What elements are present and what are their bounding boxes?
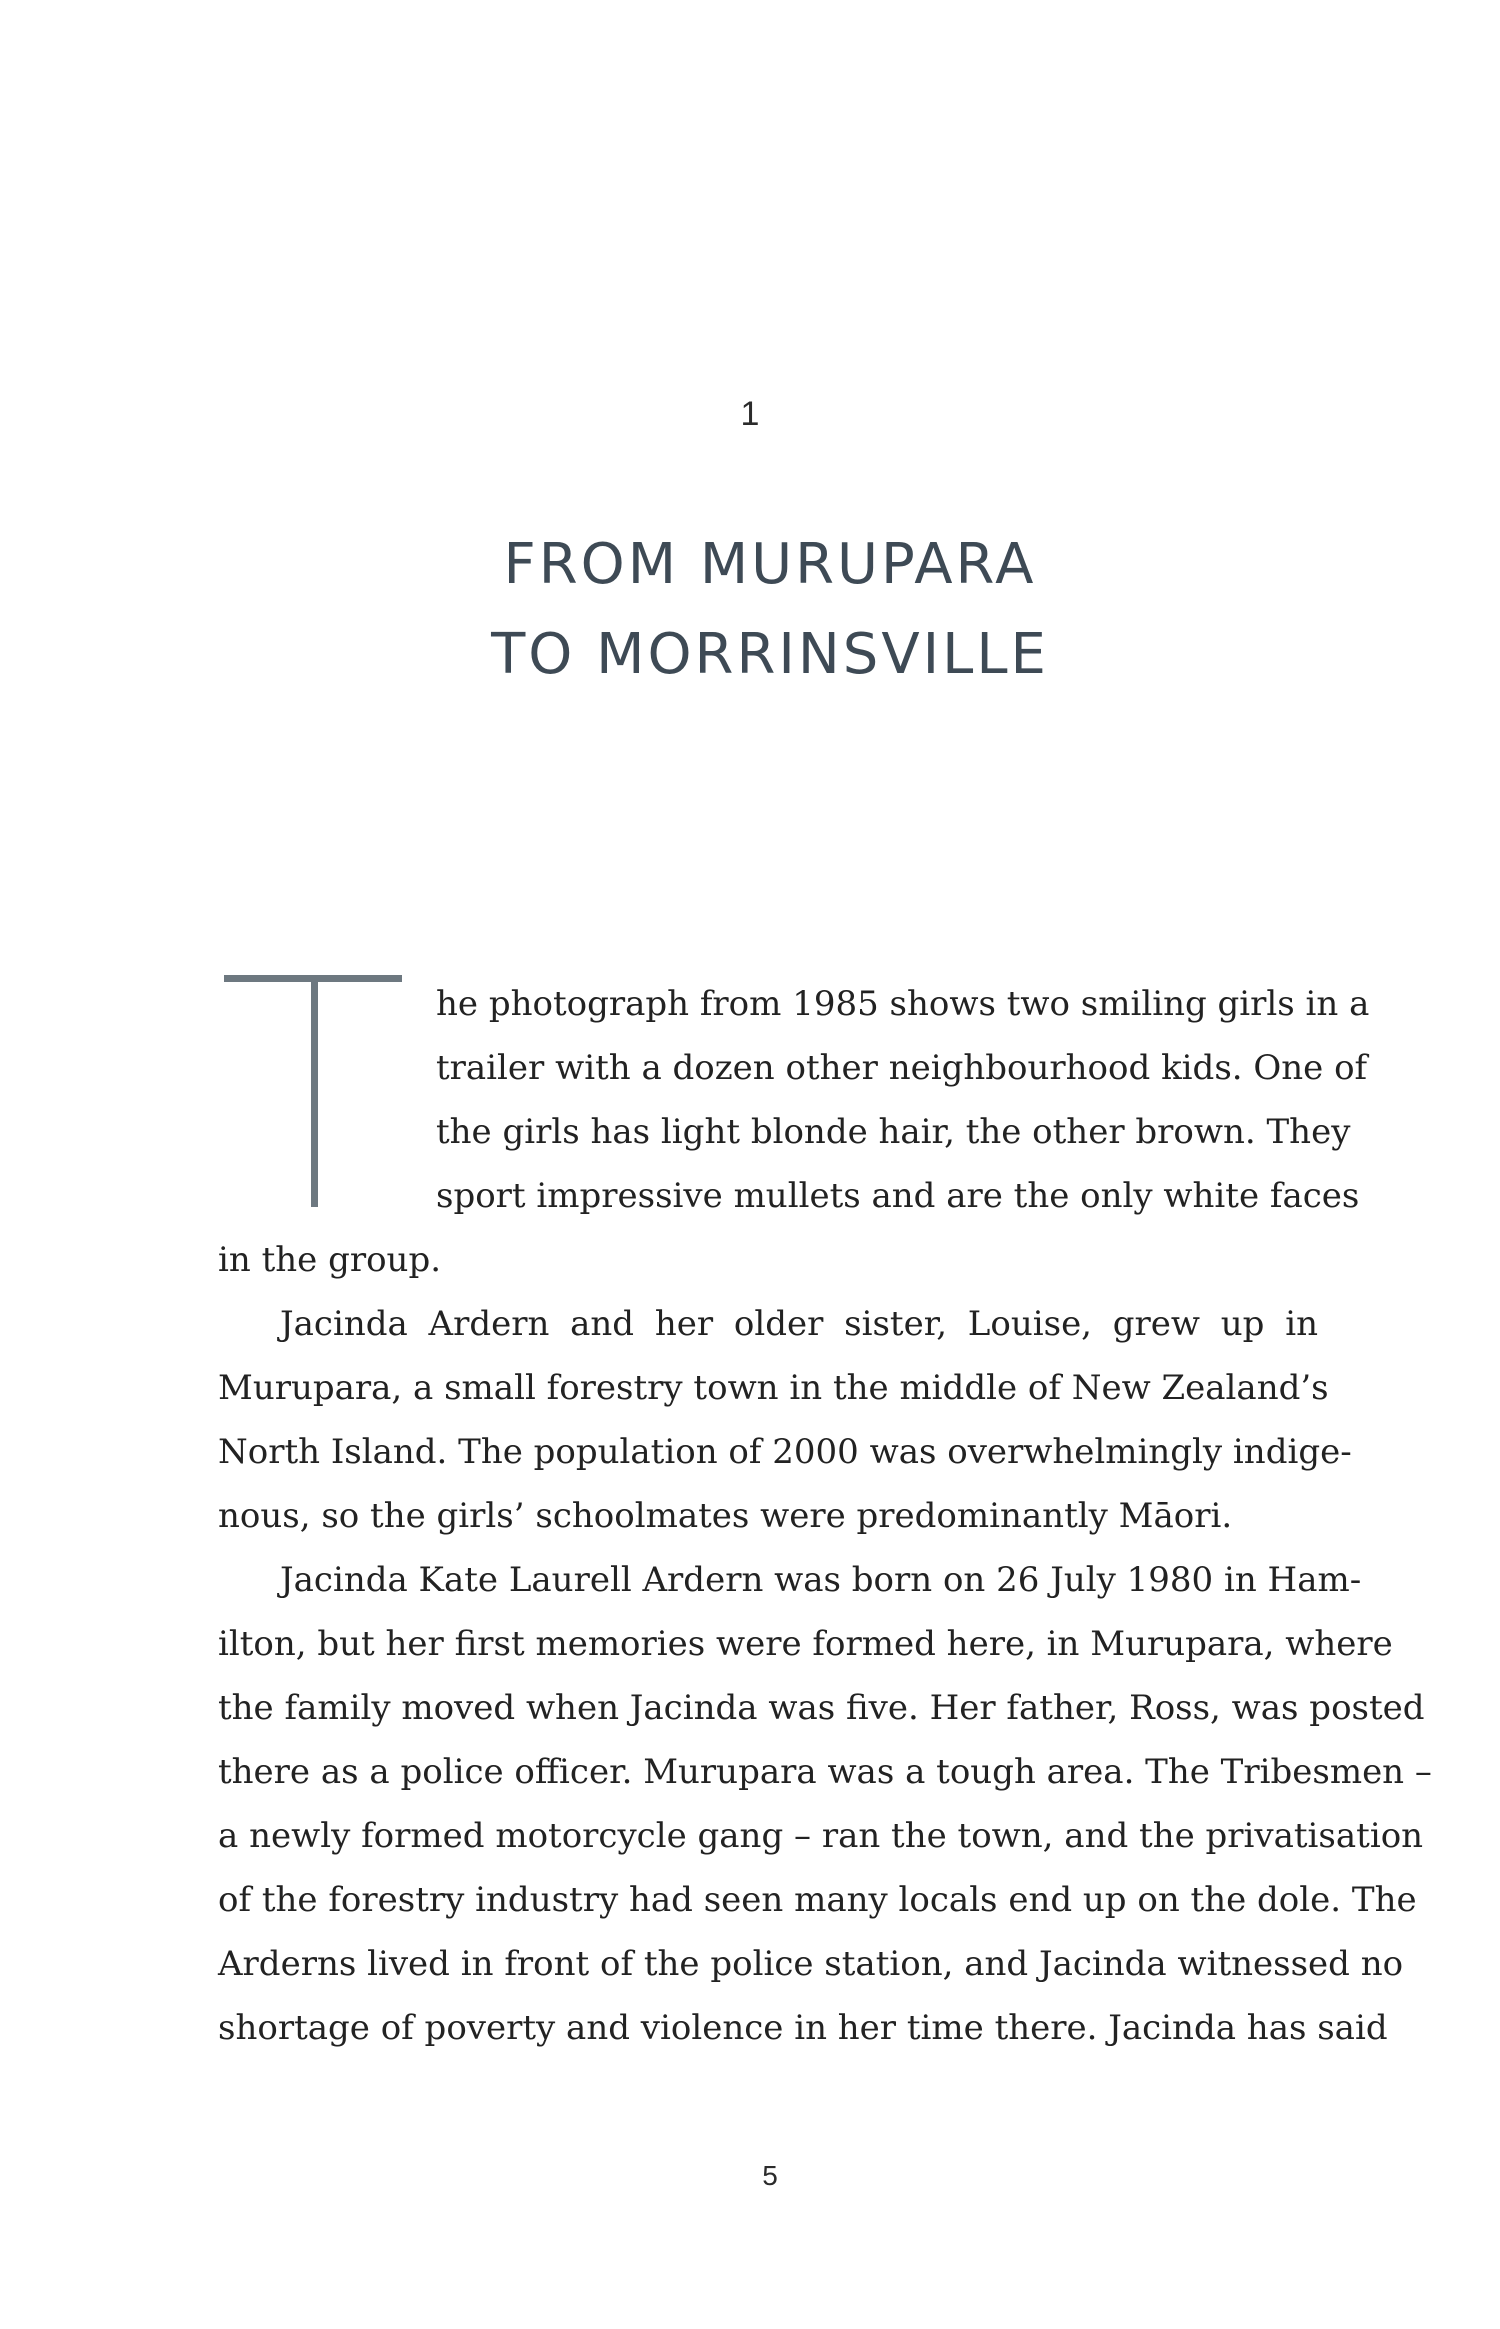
text-line: Arderns lived in front of the police station, and Jacinda witnessed no: [218, 1944, 1404, 1984]
chapter-title: [0, 520, 1500, 700]
body-text: [218, 972, 1432, 2060]
text-line: Jacinda Ardern and her older sister, Louise, grew up in: [280, 1304, 1318, 1344]
page-number: 5: [762, 2160, 778, 2191]
text-line: nous, so the girls’ schoolmates were predominantly Māori.: [218, 1496, 1233, 1536]
text-line: a newly formed motorcycle gang – ran the town, and the privatisation: [218, 1816, 1424, 1856]
chapter-number: 1: [740, 395, 760, 433]
text-line: ilton, but her first memories were formed here, in Murupara, where: [218, 1624, 1393, 1664]
chapter-title-line-2: TO MORRINSVILLE: [491, 622, 1049, 687]
text-line: the family moved when Jacinda was five. Her father, Ross, was posted: [218, 1688, 1425, 1728]
text-line: North Island. The population of 2000 was overwhelmingly indige-: [218, 1432, 1352, 1472]
chapter-title-line-1: FROM MURUPARA: [503, 532, 1037, 597]
text-line: shortage of poverty and violence in her time there. Jacinda has said: [218, 2008, 1388, 2048]
text-line: sport impressive mullets and are the only white faces: [436, 1176, 1360, 1216]
text-line: the girls has light blonde hair, the other brown. They: [436, 1112, 1351, 1152]
text-line: in the group.: [218, 1240, 442, 1280]
text-line: of the forestry industry had seen many locals end up on the dole. The: [218, 1880, 1417, 1920]
text-line: there as a police officer. Murupara was a tough area. The Tribesmen –: [218, 1752, 1432, 1792]
text-line: Jacinda Kate Laurell Ardern was born on 26 July 1980 in Ham-: [280, 1560, 1362, 1600]
text-line: trailer with a dozen other neighbourhood kids. One of: [436, 1048, 1368, 1088]
text-line: Murupara, a small forestry town in the middle of New Zealand’s: [218, 1368, 1329, 1408]
text-line: he photograph from 1985 shows two smiling girls in a: [436, 984, 1370, 1024]
